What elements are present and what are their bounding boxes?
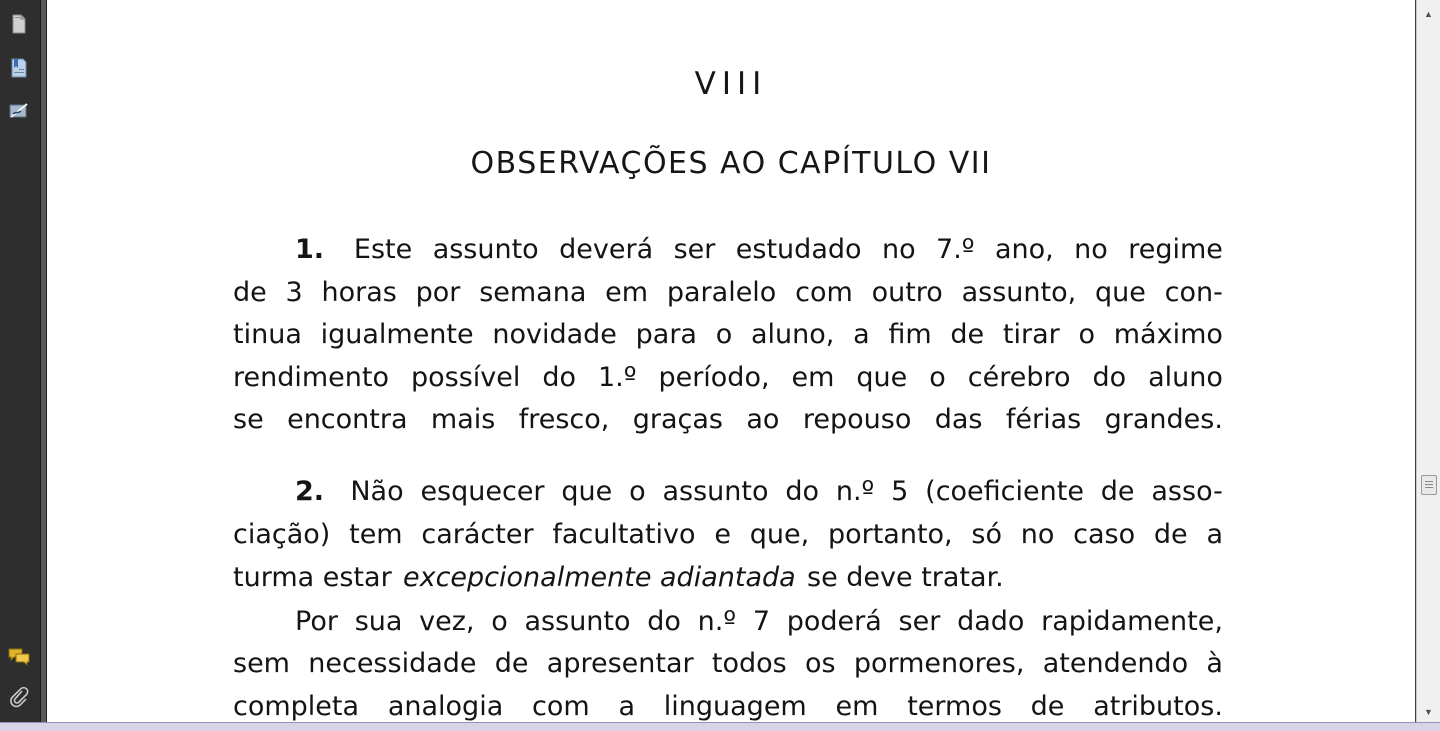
word: ciação) (233, 519, 331, 550)
navigation-sidebar (0, 0, 41, 730)
scroll-up-arrow-icon[interactable]: ▲ (1424, 9, 1433, 19)
word: cérebro (967, 362, 1071, 393)
word: dado (957, 606, 1025, 637)
word: aluno, (750, 319, 835, 350)
word: encontra (287, 404, 408, 435)
paragraph-1-line-5 (233, 401, 1223, 439)
chapter-title: OBSERVAÇÕES AO CAPÍTULO VII (470, 146, 992, 181)
paragraph-2-line-2 (233, 516, 1223, 554)
word: tirar (1002, 319, 1060, 350)
word: se (233, 404, 264, 435)
word: rapidamente, (1041, 606, 1223, 637)
word: fresco, (518, 404, 610, 435)
chapter-number: VIII (694, 66, 768, 102)
signatures-icon[interactable] (8, 100, 30, 122)
word: o (629, 476, 646, 507)
word: à (1206, 648, 1223, 679)
word: com (532, 691, 590, 722)
word: vez, (419, 606, 475, 637)
word: do (542, 362, 577, 393)
scrollbar-thumb[interactable] (1421, 475, 1437, 495)
word: linguagem (663, 691, 807, 722)
word: sem (233, 648, 290, 679)
word: esquecer (420, 476, 545, 507)
word: igualmente (320, 319, 474, 350)
word: o (1078, 319, 1096, 350)
word: semana (479, 277, 587, 308)
word: período, (658, 362, 770, 393)
word: do (1092, 362, 1127, 393)
word: de (1100, 476, 1135, 507)
word: os (804, 648, 836, 679)
word: de (233, 277, 267, 308)
word: de (494, 648, 529, 679)
word: deverá (559, 234, 654, 265)
word: no (1074, 234, 1108, 265)
word: mais (430, 404, 496, 435)
paragraph-1-line-2 (233, 274, 1223, 312)
line-text-start: turma estar (233, 562, 392, 593)
paragraph-1-line-1 (295, 231, 1223, 269)
word: pormenores, (853, 648, 1025, 679)
word: completa (233, 691, 360, 722)
word: atributos. (1093, 691, 1223, 722)
paragraph-1-line-4 (233, 359, 1223, 397)
word: férias (1005, 404, 1082, 435)
word: n.º (697, 606, 737, 637)
word: assunto (524, 606, 631, 637)
word: de (950, 319, 985, 350)
word: a (618, 691, 635, 722)
word: caso (1073, 519, 1136, 550)
word: o (929, 362, 946, 393)
word: sua (354, 606, 403, 637)
comments-icon[interactable] (8, 645, 30, 667)
word: todos (711, 648, 787, 679)
paragraph-1-number: 1. (295, 234, 325, 265)
word: apresentar (546, 648, 694, 679)
scroll-down-arrow-icon[interactable]: ▼ (1424, 707, 1433, 717)
word: facultativo (552, 519, 696, 550)
word: Por (295, 606, 338, 637)
word: a (1206, 519, 1223, 550)
word: que (1094, 277, 1146, 308)
word: no (1020, 519, 1055, 550)
word: que (856, 362, 908, 393)
word: por (415, 277, 461, 308)
word: con- (1164, 277, 1223, 308)
word: paralelo (666, 277, 777, 308)
word: Este (353, 234, 413, 265)
paragraph-1-line-3 (233, 316, 1223, 354)
paragraph-2-line-3 (233, 559, 1223, 597)
vertical-scrollbar[interactable] (1416, 0, 1440, 722)
word: ser (898, 606, 941, 637)
word: possível (410, 362, 521, 393)
word: de (1153, 519, 1188, 550)
word: assunto (432, 234, 539, 265)
word: regime (1128, 234, 1223, 265)
word: em (835, 691, 879, 722)
word: novidade (492, 319, 617, 350)
word: outro (871, 277, 943, 308)
word: termos (907, 691, 1002, 722)
word: que, (749, 519, 810, 550)
word: só (971, 519, 1002, 550)
word: 7 (752, 606, 771, 637)
word: a (853, 319, 870, 350)
word: estudado (735, 234, 862, 265)
word: tinua (233, 319, 302, 350)
word: ao (746, 404, 780, 435)
pages-icon[interactable] (8, 13, 30, 35)
word: tem (349, 519, 403, 550)
word: que (561, 476, 613, 507)
bookmarks-icon[interactable] (8, 57, 30, 79)
word: ser (673, 234, 716, 265)
word: rendimento (233, 362, 390, 393)
word: grandes. (1104, 404, 1223, 435)
word: atendendo (1042, 648, 1189, 679)
paragraph-3-line-3 (233, 688, 1223, 722)
word: assunto, (961, 277, 1077, 308)
word: 1.º (597, 362, 637, 393)
word: 3 (285, 277, 303, 308)
attachments-icon[interactable] (8, 686, 30, 708)
word: para (635, 319, 697, 350)
word: das (934, 404, 983, 435)
paragraph-3-line-2 (233, 645, 1223, 683)
word: aluno (1148, 362, 1223, 393)
word: 5 (891, 476, 909, 507)
word: o (491, 606, 508, 637)
word: horas (321, 277, 397, 308)
word: asso- (1151, 476, 1223, 507)
word: carácter (421, 519, 534, 550)
word: graças (632, 404, 723, 435)
word: com (795, 277, 853, 308)
word: poderá (786, 606, 882, 637)
word: analogia (387, 691, 504, 722)
word: assunto (662, 476, 769, 507)
paragraph-3-line-1 (295, 603, 1223, 641)
word: no (881, 234, 916, 265)
word: portanto, (827, 519, 953, 550)
word: em (605, 277, 649, 308)
word: em (791, 362, 835, 393)
word: fim (888, 319, 932, 350)
word: o (715, 319, 733, 350)
word: máximo (1113, 319, 1223, 350)
italic-emphasis: excepcionalmente adiantada (403, 562, 796, 593)
word: 7.º (936, 234, 975, 265)
word: do (647, 606, 681, 637)
word: de (1030, 691, 1065, 722)
document-page (46, 0, 1415, 722)
paragraph-2-line-1 (295, 473, 1223, 511)
line-text-end: se deve tratar. (807, 562, 1004, 593)
grip-icon (1425, 481, 1433, 488)
word: (coeficiente (925, 476, 1084, 507)
word: necessidade (308, 648, 477, 679)
word: n.º (835, 476, 875, 507)
word: e (714, 519, 731, 550)
word: Não (350, 476, 404, 507)
word: do (785, 476, 820, 507)
paragraph-2-number: 2. (295, 476, 325, 507)
document-content (47, 0, 1415, 722)
word: ano, (994, 234, 1054, 265)
word: repouso (802, 404, 912, 435)
